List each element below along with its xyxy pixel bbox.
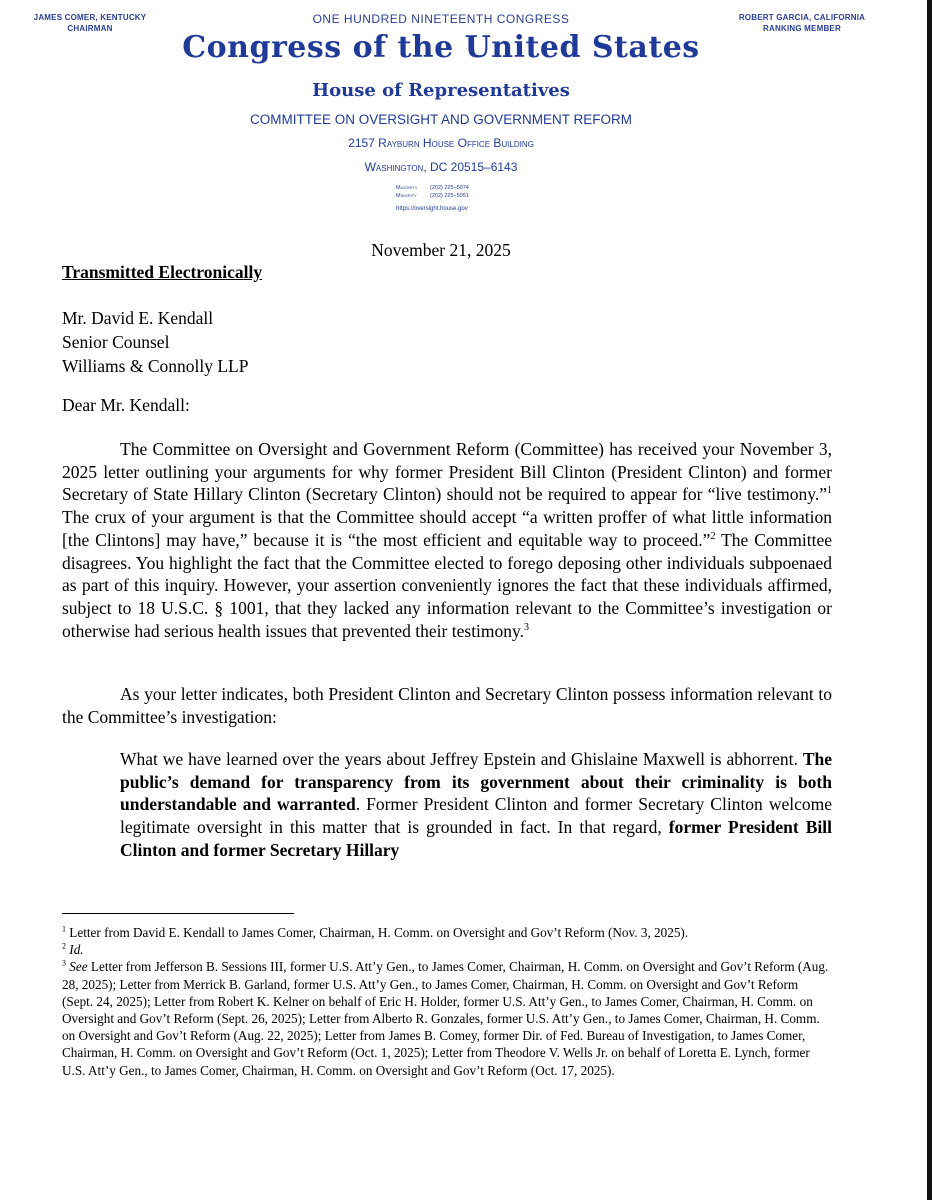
footnote-ref-2: 2 [710, 530, 716, 542]
recipient-name: Mr. David E. Kendall [62, 308, 214, 328]
footnote-number: 3 [62, 959, 66, 969]
para1-text-c: The Committee disagrees. You highlight the fact that the Committee elected to forego deposing other individuals subpoenaed as part of this inquiry. However, your assertion conveniently ignores the fact that these individuals affirmed, subject to 18 U.S.C. § 1001, that they lacked any information relevant to the Committee’s investigation or otherwise had serious health issues that prevented their testimony. [62, 529, 832, 641]
footnote-1 [62, 924, 832, 941]
footnote-text: Id. [69, 942, 84, 958]
footnote-divider [62, 913, 294, 914]
footnote-text: Letter from Jefferson B. Sessions III, former U.S. Att’y Gen., to James Comer, Chairman, H. Comm. on Oversight and Gov’t Reform (Aug. 28, 2025); Letter from Merrick B. Garland, former U.S. Att’y Gen., to James Comer, Chairman, H. Comm. on Oversight and Gov’t Reform (Sept. 24, 2025); Letter from Robert K. Kelner on behalf of Eric H. Holder, former U.S. Att’y Gen., to James Comer, Chairman, H. Comm. on Oversight and Gov’t Reform (Sept. 26, 2025); Letter from Alberto R. Gonzales, former U.S. Att’y Gen., to James Comer, Chairman, H. Comm. on Oversight and Gov’t Reform (Aug. 22, 2025); Letter from James B. Comey, former Dir. of Fed. Bureau of Investigation, to James Comer, Chairman, H. Comm. on Oversight and Gov’t Reform (Oct. 1, 2025); Letter from Theodore V. Wells Jr. on behalf of Loretta E. Lynch, former U.S. Att’y Gen., to James Comer, Chairman, H. Comm. on Oversight and Gov’t Reform (Oct. 17, 2025). [62, 959, 829, 1078]
footnote-number: 2 [62, 941, 66, 951]
chairman-title: CHAIRMAN [67, 24, 113, 33]
letter-date: November 21, 2025 [371, 240, 511, 260]
footnote-2 [62, 941, 832, 958]
footnotes [62, 924, 832, 1079]
footnote-ref-1: 1 [827, 485, 832, 497]
quote-text-c: . Former President Clinton and former Secretary Clinton welcome legitimate oversight in this matter that is grounded in fact. In that regard, [120, 794, 832, 838]
majority-label: Majority [396, 185, 418, 191]
footnote-signal: See [69, 959, 88, 975]
phone-numbers [396, 184, 469, 200]
congress-number: ONE HUNDRED NINETEENTH CONGRESS [312, 12, 570, 26]
congress-title: Congress of the United States [182, 30, 700, 65]
ranking-member-title: RANKING MEMBER [763, 24, 841, 33]
footnote-text: Letter from David E. Kendall to James Comer, Chairman, H. Comm. on Oversight and Gov’t Reform (Nov. 3, 2025). [69, 925, 689, 940]
footnote-3 [62, 958, 832, 1078]
majority-phone: (202) 225–5074 [430, 185, 469, 191]
house-title: House of Representatives [312, 80, 570, 101]
body-paragraph-1 [62, 438, 832, 642]
ranking-member-name: ROBERT GARCIA, CALIFORNIA [738, 13, 866, 22]
recipient-block [62, 306, 248, 378]
website-link[interactable]: https://oversight.house.gov [396, 206, 468, 212]
quote-text-a: What we have learned over the years about Jeffrey Epstein and Ghislaine Maxwell is abhorrent. [120, 749, 803, 769]
recipient-title: Senior Counsel [62, 332, 170, 352]
minority-label: Minority [396, 193, 417, 199]
block-quote [120, 748, 832, 862]
para1-text-a: The Committee on Oversight and Government Reform (Committee) has received your November 3, 2025 letter outlining your arguments for why former President Bill Clinton (President Clinton) and former Secretary of State Hillary Clinton (Secretary Clinton) should not be required to appear for “live testimony.” [62, 439, 832, 505]
salutation: Dear Mr. Kendall: [62, 395, 190, 415]
para1-text-b: The crux of your argument is that the Committee should accept “a written proffer of what little information [the Clintons] may have,” because it is “the most efficient and equitable way to proceed.” [62, 507, 832, 550]
recipient-firm: Williams & Connolly LLP [62, 356, 249, 376]
footnote-number: 1 [62, 924, 66, 934]
committee-name: COMMITTEE ON OVERSIGHT AND GOVERNMENT REFORM [249, 112, 633, 127]
transmittal-heading: Transmitted Electronically [62, 262, 263, 282]
minority-phone: (202) 225–5051 [430, 193, 469, 199]
letterhead [0, 0, 932, 230]
chairman-name: JAMES COMER, KENTUCKY [33, 13, 147, 22]
address-line-building: 2157 Rayburn House Office Building [348, 136, 534, 150]
quote-bold-d: former President Bill Clinton and former Secretary Hillary [120, 817, 832, 860]
address-line-city: Washington, DC 20515–6143 [364, 160, 518, 174]
body-paragraph-2: As your letter indicates, both President Clinton and Secretary Clinton possess information relevant to the Committee’s investigation: [62, 684, 832, 727]
quote-bold-b: The public’s demand for transparency from its government about their criminality is both understandable and warranted [120, 749, 832, 815]
footnote-ref-3: 3 [524, 621, 530, 633]
